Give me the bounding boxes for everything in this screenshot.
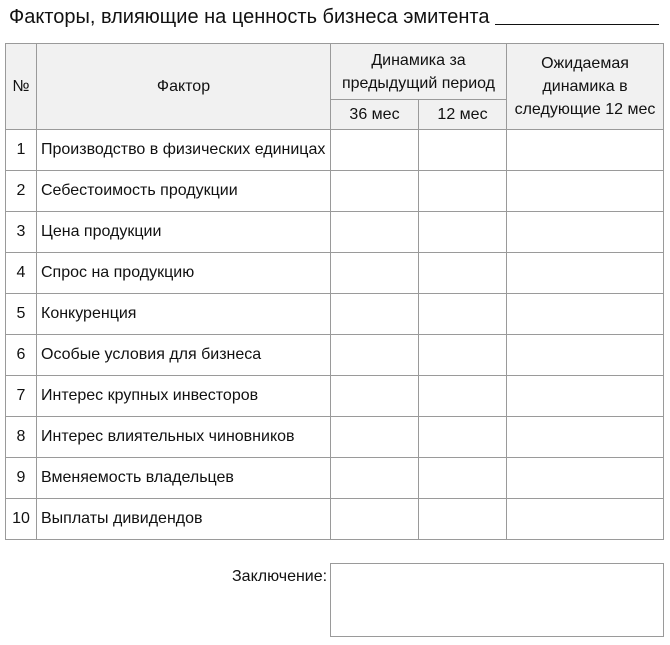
- cell-36-months[interactable]: [331, 335, 419, 376]
- cell-expected[interactable]: [507, 376, 664, 417]
- cell-12-months[interactable]: [419, 294, 507, 335]
- row-number: 10: [6, 499, 37, 540]
- cell-expected[interactable]: [507, 253, 664, 294]
- cell-12-months[interactable]: [419, 253, 507, 294]
- table-row: [6, 335, 664, 376]
- header-expected: Ожидаемая динамика в следующие 12 мес: [507, 44, 664, 130]
- cell-36-months[interactable]: [331, 499, 419, 540]
- table-row: [6, 171, 664, 212]
- cell-12-months[interactable]: [419, 130, 507, 171]
- row-factor: Выплаты дивидендов: [37, 499, 331, 540]
- cell-36-months[interactable]: [331, 253, 419, 294]
- cell-12-months[interactable]: [419, 171, 507, 212]
- table-row: [6, 417, 664, 458]
- row-factor: Производство в физических единицах: [37, 130, 331, 171]
- table-row: [6, 499, 664, 540]
- cell-36-months[interactable]: [331, 130, 419, 171]
- cell-12-months[interactable]: [419, 417, 507, 458]
- table-row: [6, 130, 664, 171]
- factors-table: [5, 43, 664, 540]
- header-row: [6, 44, 664, 100]
- cell-expected[interactable]: [507, 458, 664, 499]
- document-title: [9, 4, 659, 30]
- table-row: [6, 294, 664, 335]
- row-number: 6: [6, 335, 37, 376]
- row-factor: Спрос на продукцию: [37, 253, 331, 294]
- cell-expected[interactable]: [507, 212, 664, 253]
- title-text: Факторы, влияющие на ценность бизнеса эмитента: [9, 6, 490, 28]
- row-factor: Интерес крупных инвесторов: [37, 376, 331, 417]
- header-dynamics-prev: Динамика за предыдущий период: [331, 44, 507, 100]
- row-factor: Вменяемость владельцев: [37, 458, 331, 499]
- row-factor: Интерес влиятельных чиновников: [37, 417, 331, 458]
- table-row: [6, 253, 664, 294]
- cell-12-months[interactable]: [419, 376, 507, 417]
- row-number: 3: [6, 212, 37, 253]
- row-factor: Особые условия для бизнеса: [37, 335, 331, 376]
- cell-12-months[interactable]: [419, 212, 507, 253]
- header-num: №: [6, 44, 37, 130]
- cell-36-months[interactable]: [331, 171, 419, 212]
- row-number: 9: [6, 458, 37, 499]
- header-12-months: 12 мес: [419, 100, 507, 130]
- cell-12-months[interactable]: [419, 499, 507, 540]
- row-number: 1: [6, 130, 37, 171]
- cell-expected[interactable]: [507, 294, 664, 335]
- cell-36-months[interactable]: [331, 376, 419, 417]
- conclusion-field[interactable]: [330, 563, 664, 637]
- row-factor: Себестоимость продукции: [37, 171, 331, 212]
- row-number: 7: [6, 376, 37, 417]
- cell-36-months[interactable]: [331, 417, 419, 458]
- cell-36-months[interactable]: [331, 212, 419, 253]
- conclusion-label: Заключение:: [232, 568, 328, 585]
- cell-expected[interactable]: [507, 499, 664, 540]
- row-number: 5: [6, 294, 37, 335]
- row-number: 4: [6, 253, 37, 294]
- cell-36-months[interactable]: [331, 458, 419, 499]
- row-number: 2: [6, 171, 37, 212]
- cell-expected[interactable]: [507, 171, 664, 212]
- table-row: [6, 458, 664, 499]
- header-factor: Фактор: [37, 44, 331, 130]
- row-factor: Конкуренция: [37, 294, 331, 335]
- cell-expected[interactable]: [507, 130, 664, 171]
- cell-12-months[interactable]: [419, 458, 507, 499]
- table-row: [6, 212, 664, 253]
- cell-12-months[interactable]: [419, 335, 507, 376]
- header-36-months: 36 мес: [331, 100, 419, 130]
- cell-expected[interactable]: [507, 335, 664, 376]
- table-row: [6, 376, 664, 417]
- cell-expected[interactable]: [507, 417, 664, 458]
- row-number: 8: [6, 417, 37, 458]
- title-blank-line[interactable]: [495, 23, 659, 25]
- row-factor: Цена продукции: [37, 212, 331, 253]
- cell-36-months[interactable]: [331, 294, 419, 335]
